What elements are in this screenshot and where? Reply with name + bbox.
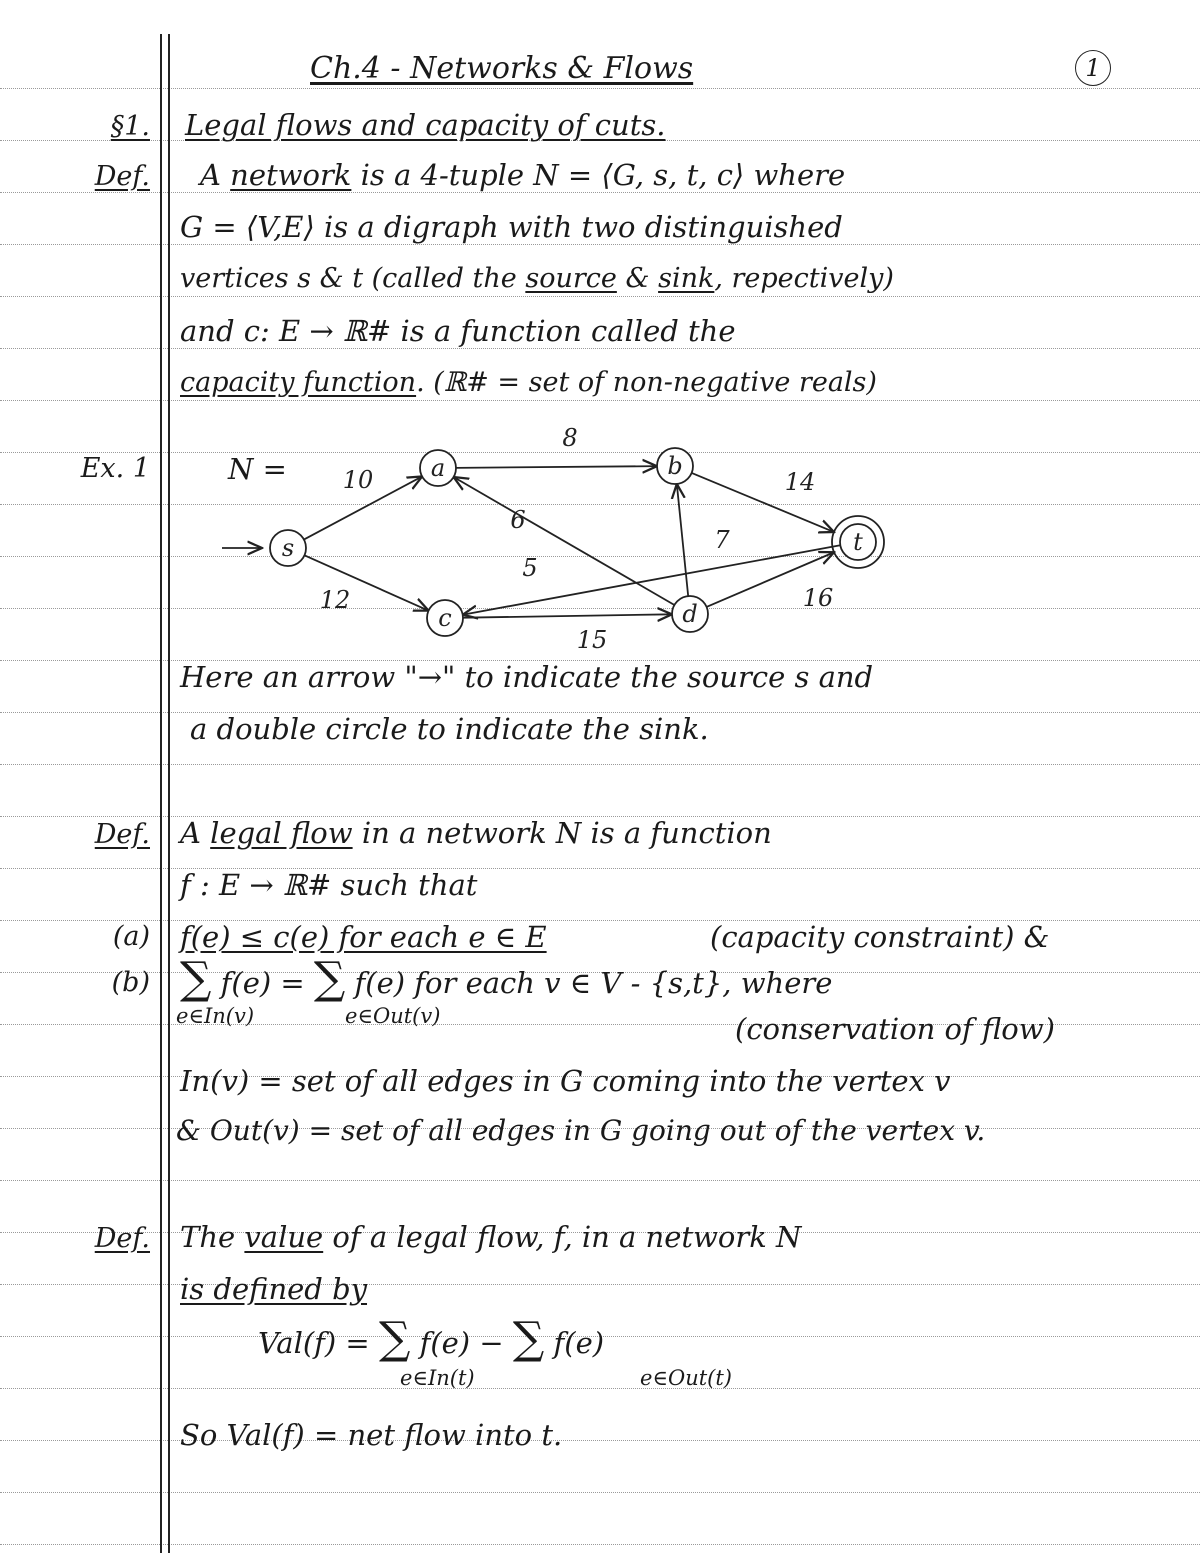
- node-a: [420, 450, 456, 486]
- capacity-label-d-a: 6: [510, 506, 526, 534]
- edge-a-b: [456, 466, 657, 468]
- item-b-label: (b): [111, 967, 150, 998]
- def-value-label: Def.: [94, 1223, 150, 1254]
- item-b-formula: [180, 953, 833, 1004]
- term-network: network: [230, 158, 352, 192]
- capacity-label-s-a: 10: [342, 466, 374, 494]
- capacity-label-d-t: 16: [802, 584, 834, 612]
- sum-symbol: ∑: [512, 1313, 545, 1364]
- text-fragment: of a legal flow, f, in a network N: [332, 1220, 802, 1254]
- node-label-a: a: [430, 454, 446, 482]
- node-label-t: t: [853, 528, 863, 556]
- page-number-text: 1: [1085, 54, 1101, 82]
- edge-d-a: [454, 477, 675, 605]
- value-formula: [258, 1313, 605, 1364]
- def-network-line4: and c: E → ℝ# is a function called the: [180, 314, 736, 348]
- value-conclusion: So Val(f) = net flow into t.: [180, 1418, 563, 1452]
- value-sub-in: e∈In(t): [400, 1366, 475, 1390]
- capacity-label-t-c: 5: [522, 554, 538, 582]
- item-a-text: f(e) ≤ c(e) for each e ∈ E: [180, 920, 547, 954]
- text-fragment: , repectively): [714, 263, 894, 294]
- def-network-label: Def.: [94, 161, 150, 192]
- node-d: [672, 596, 708, 632]
- text-fragment: . (ℝ# = set of non-negative reals): [416, 367, 877, 398]
- network-label: N =: [228, 452, 287, 486]
- def-flow-label: Def.: [94, 819, 150, 850]
- capacity-label-s-c: 12: [319, 586, 351, 614]
- text-fragment: &: [625, 263, 650, 294]
- section-label: §1.: [110, 111, 150, 142]
- capacity-label-b-t: 14: [784, 468, 816, 496]
- edge-t-c: [463, 545, 841, 614]
- text-fragment: f(e) for each v ∈ V - {s,t}, where: [354, 966, 833, 1000]
- sum-symbol: ∑: [313, 953, 346, 1004]
- example-label: Ex. 1: [80, 453, 150, 484]
- text-fragment: is a 4-tuple N = ⟨G, s, t, c⟩ where: [360, 158, 846, 192]
- network-diagram: [0, 0, 1200, 700]
- node-label-s: s: [281, 534, 295, 562]
- text-fragment: f(e): [553, 1326, 605, 1360]
- ruled-line: [0, 1388, 1200, 1389]
- item-a-label: (a): [112, 921, 150, 952]
- sum-symbol: ∑: [378, 1313, 411, 1364]
- text-fragment: f(e) =: [220, 966, 305, 1000]
- text-fragment: A: [180, 816, 201, 850]
- text-fragment: vertices s & t (called the: [180, 263, 517, 294]
- item-b-note: (conservation of flow): [735, 1012, 1055, 1046]
- ruled-line: [0, 1180, 1200, 1181]
- text-fragment: A: [200, 158, 221, 192]
- edge-c-d: [463, 614, 672, 617]
- node-c: [427, 600, 463, 636]
- node-b: [657, 448, 693, 484]
- edge-d-b: [677, 484, 688, 596]
- example-note-line2: a double circle to indicate the sink.: [190, 712, 709, 746]
- ruled-line: [0, 764, 1200, 765]
- sum-symbol: ∑: [180, 953, 212, 1004]
- minus-sign: −: [479, 1326, 504, 1360]
- node-s: [270, 530, 306, 566]
- term-capacity-function: capacity function: [180, 367, 417, 398]
- term-legal-flow: legal flow: [210, 816, 353, 850]
- ruled-line: [0, 1492, 1200, 1493]
- capacity-label-d-b: 7: [714, 526, 730, 554]
- node-t: [832, 516, 884, 568]
- def-value-line2: is defined by: [180, 1272, 368, 1306]
- def-value-line1: [180, 1220, 801, 1254]
- ruled-line: [0, 1544, 1200, 1545]
- text-fragment: in a network N is a function: [361, 816, 772, 850]
- node-label-b: b: [667, 452, 683, 480]
- def-flow-line2: f : E → ℝ# such that: [180, 868, 478, 902]
- capacity-label-a-b: 8: [562, 424, 578, 452]
- text-fragment: f(e): [419, 1326, 471, 1360]
- item-b-sub-in: e∈In(v): [176, 1004, 255, 1028]
- term-value: value: [244, 1220, 324, 1254]
- item-b-sub-out: e∈Out(v): [345, 1004, 441, 1028]
- text-fragment: The: [180, 1220, 236, 1254]
- item-a-note: (capacity constraint) &: [710, 920, 1050, 954]
- value-sub-out: e∈Out(t): [640, 1366, 732, 1390]
- section-heading: Legal flows and capacity of cuts.: [185, 108, 666, 142]
- node-label-c: c: [438, 604, 452, 632]
- in-definition: In(v) = set of all edges in G coming into the vertex v: [180, 1064, 951, 1098]
- def-network-line2: G = ⟨V,E⟩ is a digraph with two distinguished: [180, 210, 843, 244]
- page-title: Ch.4 - Networks & Flows: [310, 51, 694, 86]
- term-sink: sink: [658, 263, 715, 294]
- def-flow-line1: [180, 816, 772, 850]
- out-definition: & Out(v) = set of all edges in G going out of the vertex v.: [176, 1114, 986, 1147]
- node-label-d: d: [682, 600, 698, 628]
- example-note-line1: Here an arrow "→" to indicate the source s and: [180, 660, 874, 694]
- term-source: source: [525, 263, 617, 294]
- capacity-label-c-d: 15: [576, 626, 608, 654]
- text-fragment: Val(f) =: [258, 1326, 370, 1360]
